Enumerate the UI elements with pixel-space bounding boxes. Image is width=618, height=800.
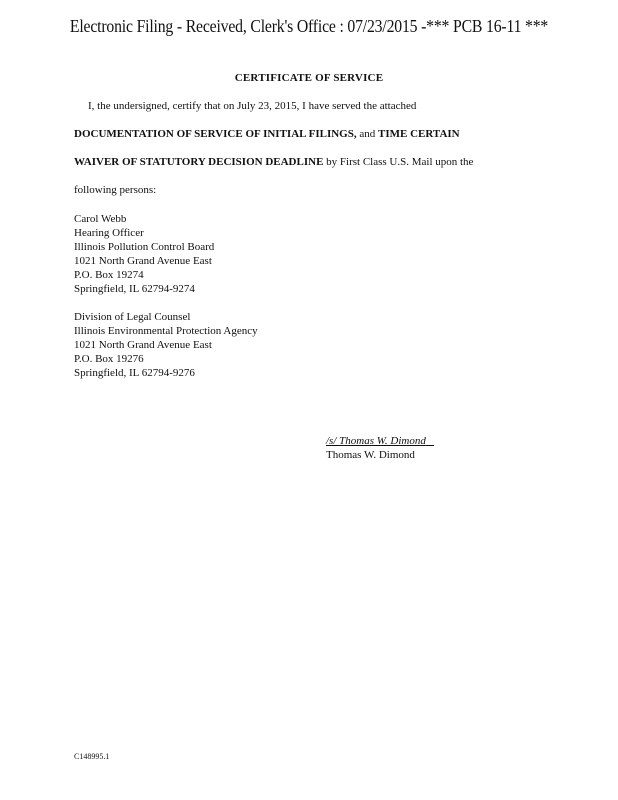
address-line: 1021 North Grand Avenue East (74, 255, 212, 267)
document-name-1: DOCUMENTATION OF SERVICE OF INITIAL FILINGS, (74, 128, 357, 140)
address-line: P.O. Box 19274 (74, 269, 144, 281)
signature-block (326, 434, 434, 462)
recipient-address-1 (74, 212, 214, 296)
address-line: Division of Legal Counsel (74, 311, 191, 323)
address-line: Illinois Pollution Control Board (74, 241, 215, 253)
service-method: by First Class U.S. Mail upon the (323, 156, 474, 168)
address-line: Carol Webb (74, 213, 127, 225)
filing-stamp: Electronic Filing - Received, Clerk's Office : 07/23/2015 -*** PCB 16-11 *** (69, 16, 549, 36)
document-join: and (356, 128, 378, 140)
electronic-signature: /s/ Thomas W. Dimond (326, 435, 426, 447)
address-line: Hearing Officer (74, 227, 144, 239)
certificate-intro: I, the undersigned, certify that on July 23, 2015, I have served the attached (88, 100, 417, 112)
documents-line-1 (74, 128, 460, 140)
document-name-2-rest: WAIVER OF STATUTORY DECISION DEADLINE (74, 156, 324, 168)
address-line: Springfield, IL 62794-9276 (74, 367, 195, 379)
address-line: P.O. Box 19276 (74, 353, 144, 365)
recipient-address-2 (74, 310, 258, 380)
document-name-2-part: TIME CERTAIN (378, 128, 460, 140)
address-line: Springfield, IL 62794-9274 (74, 283, 195, 295)
certificate-title: CERTIFICATE OF SERVICE (234, 72, 384, 84)
document-code: C148995.1 (74, 752, 110, 761)
address-line: 1021 North Grand Avenue East (74, 339, 212, 351)
documents-line-2 (74, 156, 473, 168)
signature-line (326, 434, 434, 448)
persons-lead: following persons: (74, 184, 157, 196)
signer-name: Thomas W. Dimond (326, 449, 415, 461)
address-line: Illinois Environmental Protection Agency (74, 325, 258, 337)
